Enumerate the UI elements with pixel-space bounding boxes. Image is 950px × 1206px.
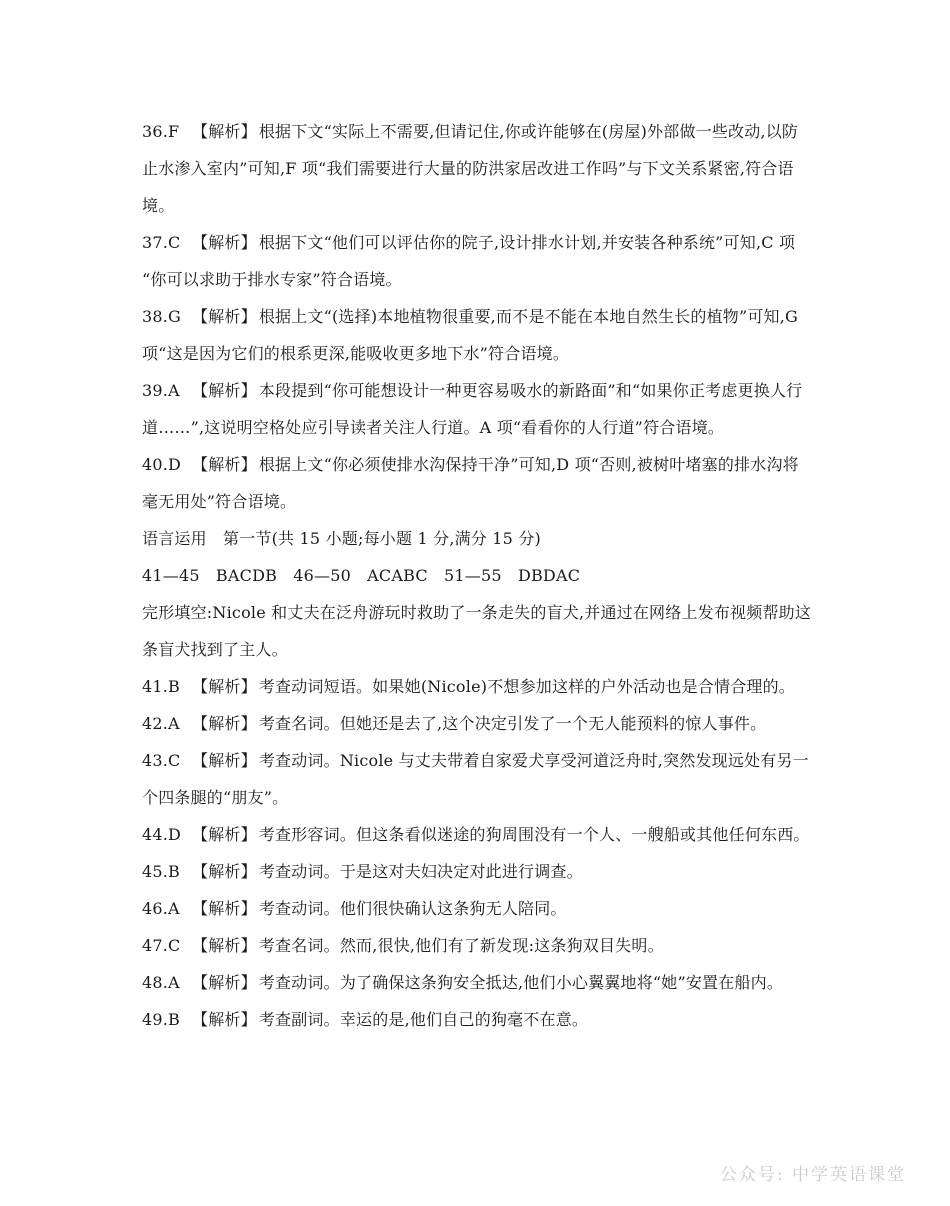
line-text: 考查名词。然而,很快,他们有了新发现:这条狗双目失明。 (258, 936, 664, 955)
line-47 (142, 927, 822, 964)
section-heading (142, 520, 822, 557)
answer-key (142, 557, 822, 594)
line-text: 道……”,这说明空格处应引导读者关注人行道。A 项“看看你的人行道”符合语境。 (142, 418, 725, 437)
line-39-a (142, 372, 822, 409)
answer-number: 46.A (142, 899, 180, 918)
line-text: 考查动词。于是这对夫妇决定对此进行调查。 (258, 862, 583, 881)
line-43-b (142, 779, 822, 816)
line-36-c (142, 187, 822, 224)
line-37-b (142, 261, 822, 298)
line-38-a (142, 298, 822, 335)
answer-number: 37.C (142, 233, 181, 252)
line-text: 考查动词短语。如果她(Nicole)不想参加这样的户外活动也是合情合理的。 (258, 677, 795, 696)
line-text: 项“这是因为它们的根系更深,能吸收更多地下水”符合语境。 (142, 344, 570, 363)
line-39-b (142, 409, 822, 446)
analysis-tag: 【解析】 (192, 899, 257, 918)
line-text: 毫无用处”符合语境。 (142, 492, 297, 511)
answer-number: 43.C (142, 751, 181, 770)
answer-number: 45.B (142, 862, 181, 881)
analysis-tag: 【解析】 (192, 233, 257, 252)
line-42 (142, 705, 822, 742)
analysis-tag: 【解析】 (192, 307, 257, 326)
analysis-tag: 【解析】 (192, 455, 257, 474)
line-37-a (142, 224, 822, 261)
analysis-tag: 【解析】 (192, 751, 257, 770)
line-46 (142, 890, 822, 927)
line-48 (142, 964, 822, 1001)
analysis-tag: 【解析】 (192, 973, 257, 992)
answer-number: 47.C (142, 936, 181, 955)
line-text: 个四条腿的“朋友”。 (142, 788, 289, 807)
answer-number: 48.A (142, 973, 180, 992)
line-text: 41—45 BACDB 46—50 ACABC 51—55 DBDAC (142, 566, 581, 585)
line-text: 考查动词。Nicole 与丈夫带着自家爱犬享受河道泛舟时,突然发现远处有另一 (258, 751, 809, 770)
line-text: 本段提到“你可能想设计一种更容易吸水的新路面”和“如果你正考虑更换人行 (258, 381, 803, 400)
line-text: 根据下文“实际上不需要,但请记住,你或许能够在(房屋)外部做一些改动,以防 (258, 122, 799, 141)
line-38-b (142, 335, 822, 372)
line-text: 考查形容词。但这条看似迷途的狗周围没有一个人、一艘船或其他任何东西。 (258, 825, 810, 844)
line-36-b (142, 150, 822, 187)
cloze-summary-b (142, 631, 822, 668)
analysis-tag: 【解析】 (192, 381, 257, 400)
answer-number: 44.D (142, 825, 182, 844)
line-text: 考查副词。幸运的是,他们自己的狗毫不在意。 (258, 1010, 589, 1029)
line-40-b (142, 483, 822, 520)
line-text: 完形填空:Nicole 和丈夫在泛舟游玩时救助了一条走失的盲犬,并通过在网络上发布视频帮助这 (142, 603, 812, 622)
line-text: 考查名词。但她还是去了,这个决定引发了一个无人能预料的惊人事件。 (258, 714, 767, 733)
line-44 (142, 816, 822, 853)
analysis-tag: 【解析】 (192, 1010, 257, 1029)
line-45 (142, 853, 822, 890)
line-40-a (142, 446, 822, 483)
analysis-tag: 【解析】 (192, 714, 257, 733)
answer-number: 41.B (142, 677, 181, 696)
answer-number: 42.A (142, 714, 180, 733)
cloze-summary-a (142, 594, 822, 631)
analysis-tag: 【解析】 (192, 677, 257, 696)
line-49 (142, 1001, 822, 1038)
answer-number: 39.A (142, 381, 180, 400)
line-text: 根据下文“他们可以评估你的院子,设计排水计划,并安装各种系统”可知,C 项 (258, 233, 796, 252)
answer-number: 40.D (142, 455, 182, 474)
watermark: 公众号: 中学英语课堂 (719, 1165, 906, 1185)
answer-number: 38.G (142, 307, 182, 326)
line-43-a (142, 742, 822, 779)
answer-number: 36.F (142, 122, 180, 141)
line-36-a (142, 113, 822, 150)
analysis-tag: 【解析】 (192, 122, 257, 141)
line-text: 条盲犬找到了主人。 (142, 640, 288, 659)
line-text: “你可以求助于排水专家”符合语境。 (142, 270, 402, 289)
line-text: 根据上文“你必须使排水沟保持干净”可知,D 项“否则,被树叶堵塞的排水沟将 (258, 455, 799, 474)
analysis-tag: 【解析】 (192, 936, 257, 955)
line-text: 考查动词。他们很快确认这条狗无人陪同。 (258, 899, 567, 918)
line-text: 语言运用 第一节(共 15 小题;每小题 1 分,满分 15 分) (142, 529, 541, 548)
line-text: 止水渗入室内”可知,F 项“我们需要进行大量的防洪家居改进工作吗”与下文关系紧密,符合语 (142, 159, 794, 178)
analysis-tag: 【解析】 (192, 862, 257, 881)
line-text: 境。 (142, 196, 175, 215)
answer-explanations (142, 113, 822, 1038)
answer-number: 49.B (142, 1010, 181, 1029)
analysis-tag: 【解析】 (192, 825, 257, 844)
line-text: 根据上文“(选择)本地植物很重要,而不是不能在本地自然生长的植物”可知,G (258, 307, 799, 326)
line-41 (142, 668, 822, 705)
line-text: 考查动词。为了确保这条狗安全抵达,他们小心翼翼地将“她”安置在船内。 (258, 973, 784, 992)
